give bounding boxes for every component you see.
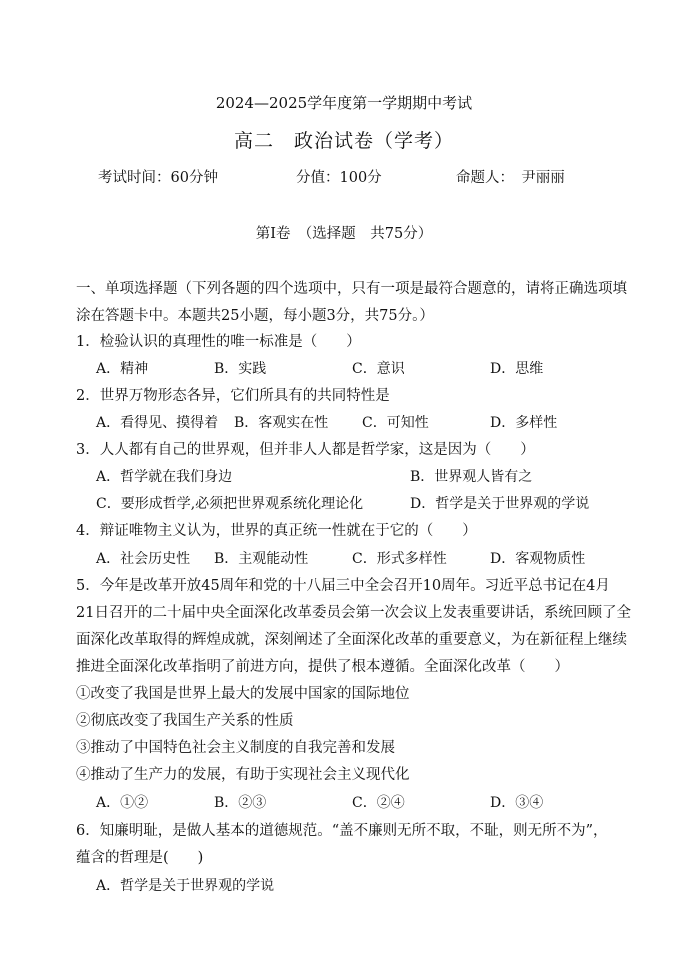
question-5-statement: ④推动了生产力的发展，有助于实现社会主义现代化 <box>76 767 410 783</box>
question-5-option-b: B．②③ <box>214 795 267 811</box>
question-5-statement: ③推动了中国特色社会主义制度的自我完善和发展 <box>76 740 395 756</box>
question-6-stem-line: 蕴含的哲理是( ) <box>76 850 204 866</box>
section-heading: 第Ⅰ卷 （选择题 共75分） <box>255 226 433 242</box>
question-1-stem: 1．检验认识的真理性的唯一标准是（ ） <box>76 334 361 350</box>
exam-title: 高二 政治试卷（学考） <box>233 130 454 152</box>
question-6-stem-line: 6．知廉明耻，是做人基本的道德规范。“盖不廉则无所不取，不耻，则无所不为”， <box>76 823 608 839</box>
question-2-option-c: C．可知性 <box>362 415 429 431</box>
question-4-stem: 4．辩证唯物主义认为，世界的真正统一性就在于它的（ ） <box>76 523 477 539</box>
exam-year-line: 2024—2025学年度第一学期期中考试 <box>215 94 473 112</box>
question-3-stem: 3．人人都有自己的世界观，但并非人人都是哲学家，这是因为（ ） <box>76 442 535 458</box>
question-1-option-c: C．意识 <box>352 361 405 377</box>
question-4-option-a: A．社会历史性 <box>96 551 191 567</box>
question-5-statement: ①改变了我国是世界上最大的发展中国家的国际地位 <box>76 686 410 702</box>
question-2-option-a: A．看得见、摸得着 <box>96 415 219 431</box>
exam-author: 命题人： 尹丽丽 <box>456 170 565 186</box>
question-5-option-c: C．②④ <box>352 795 405 811</box>
question-3-option-c: C．要形成哲学,必须把世界观系统化理论化 <box>96 496 364 512</box>
question-3-option-d: D．哲学是关于世界观的学说 <box>410 496 590 512</box>
question-4-option-c: C．形式多样性 <box>352 551 447 567</box>
question-5-stem-line: 推进全面深化改革指明了前进方向，提供了根本遵循。全面深化改革（ ） <box>76 659 569 675</box>
instructions-line: 一、单项选择题（下列各题的四个选项中，只有一项是最符合题意的，请将正确选项填 <box>76 281 627 297</box>
question-1-option-a: A．精神 <box>96 361 149 377</box>
question-5-stem-line: 面深化改革取得的辉煌成就，深刻阐述了全面深化改革的重要意义，为在新征程上继续 <box>76 632 627 648</box>
question-4-option-d: D．客观物质性 <box>490 551 586 567</box>
question-5-statement: ②彻底改变了我国生产关系的性质 <box>76 713 294 729</box>
question-5-stem-line: 21日召开的二十届中央全面深化改革委员会第一次会议上发表重要讲话，系统回顾了全 <box>76 605 631 621</box>
question-2-option-d: D．多样性 <box>490 415 558 431</box>
question-4-option-b: B．主观能动性 <box>214 551 309 567</box>
question-5-option-d: D．③④ <box>490 795 544 811</box>
instructions-line: 涂在答题卡中。本题共25小题，每小题3分，共75分。） <box>76 308 434 324</box>
question-1-option-b: B．实践 <box>214 361 267 377</box>
question-3-option-b: B．世界观人皆有之 <box>410 469 533 485</box>
question-2-stem: 2．世界万物形态各异，它们所具有的共同特性是 <box>76 388 390 404</box>
question-6-option-a: A．哲学是关于世界观的学说 <box>96 878 275 894</box>
exam-score: 分值：100分 <box>296 170 382 186</box>
question-1-option-d: D．思维 <box>490 361 544 377</box>
exam-time: 考试时间：60分钟 <box>98 170 218 186</box>
question-3-option-a: A．哲学就在我们身边 <box>96 469 233 485</box>
question-5-option-a: A．①② <box>96 795 149 811</box>
question-5-stem-line: 5．今年是改革开放45周年和党的十八届三中全会召开10周年。习近平总书记在4月 <box>76 578 610 594</box>
question-2-option-b: B．客观实在性 <box>234 415 329 431</box>
